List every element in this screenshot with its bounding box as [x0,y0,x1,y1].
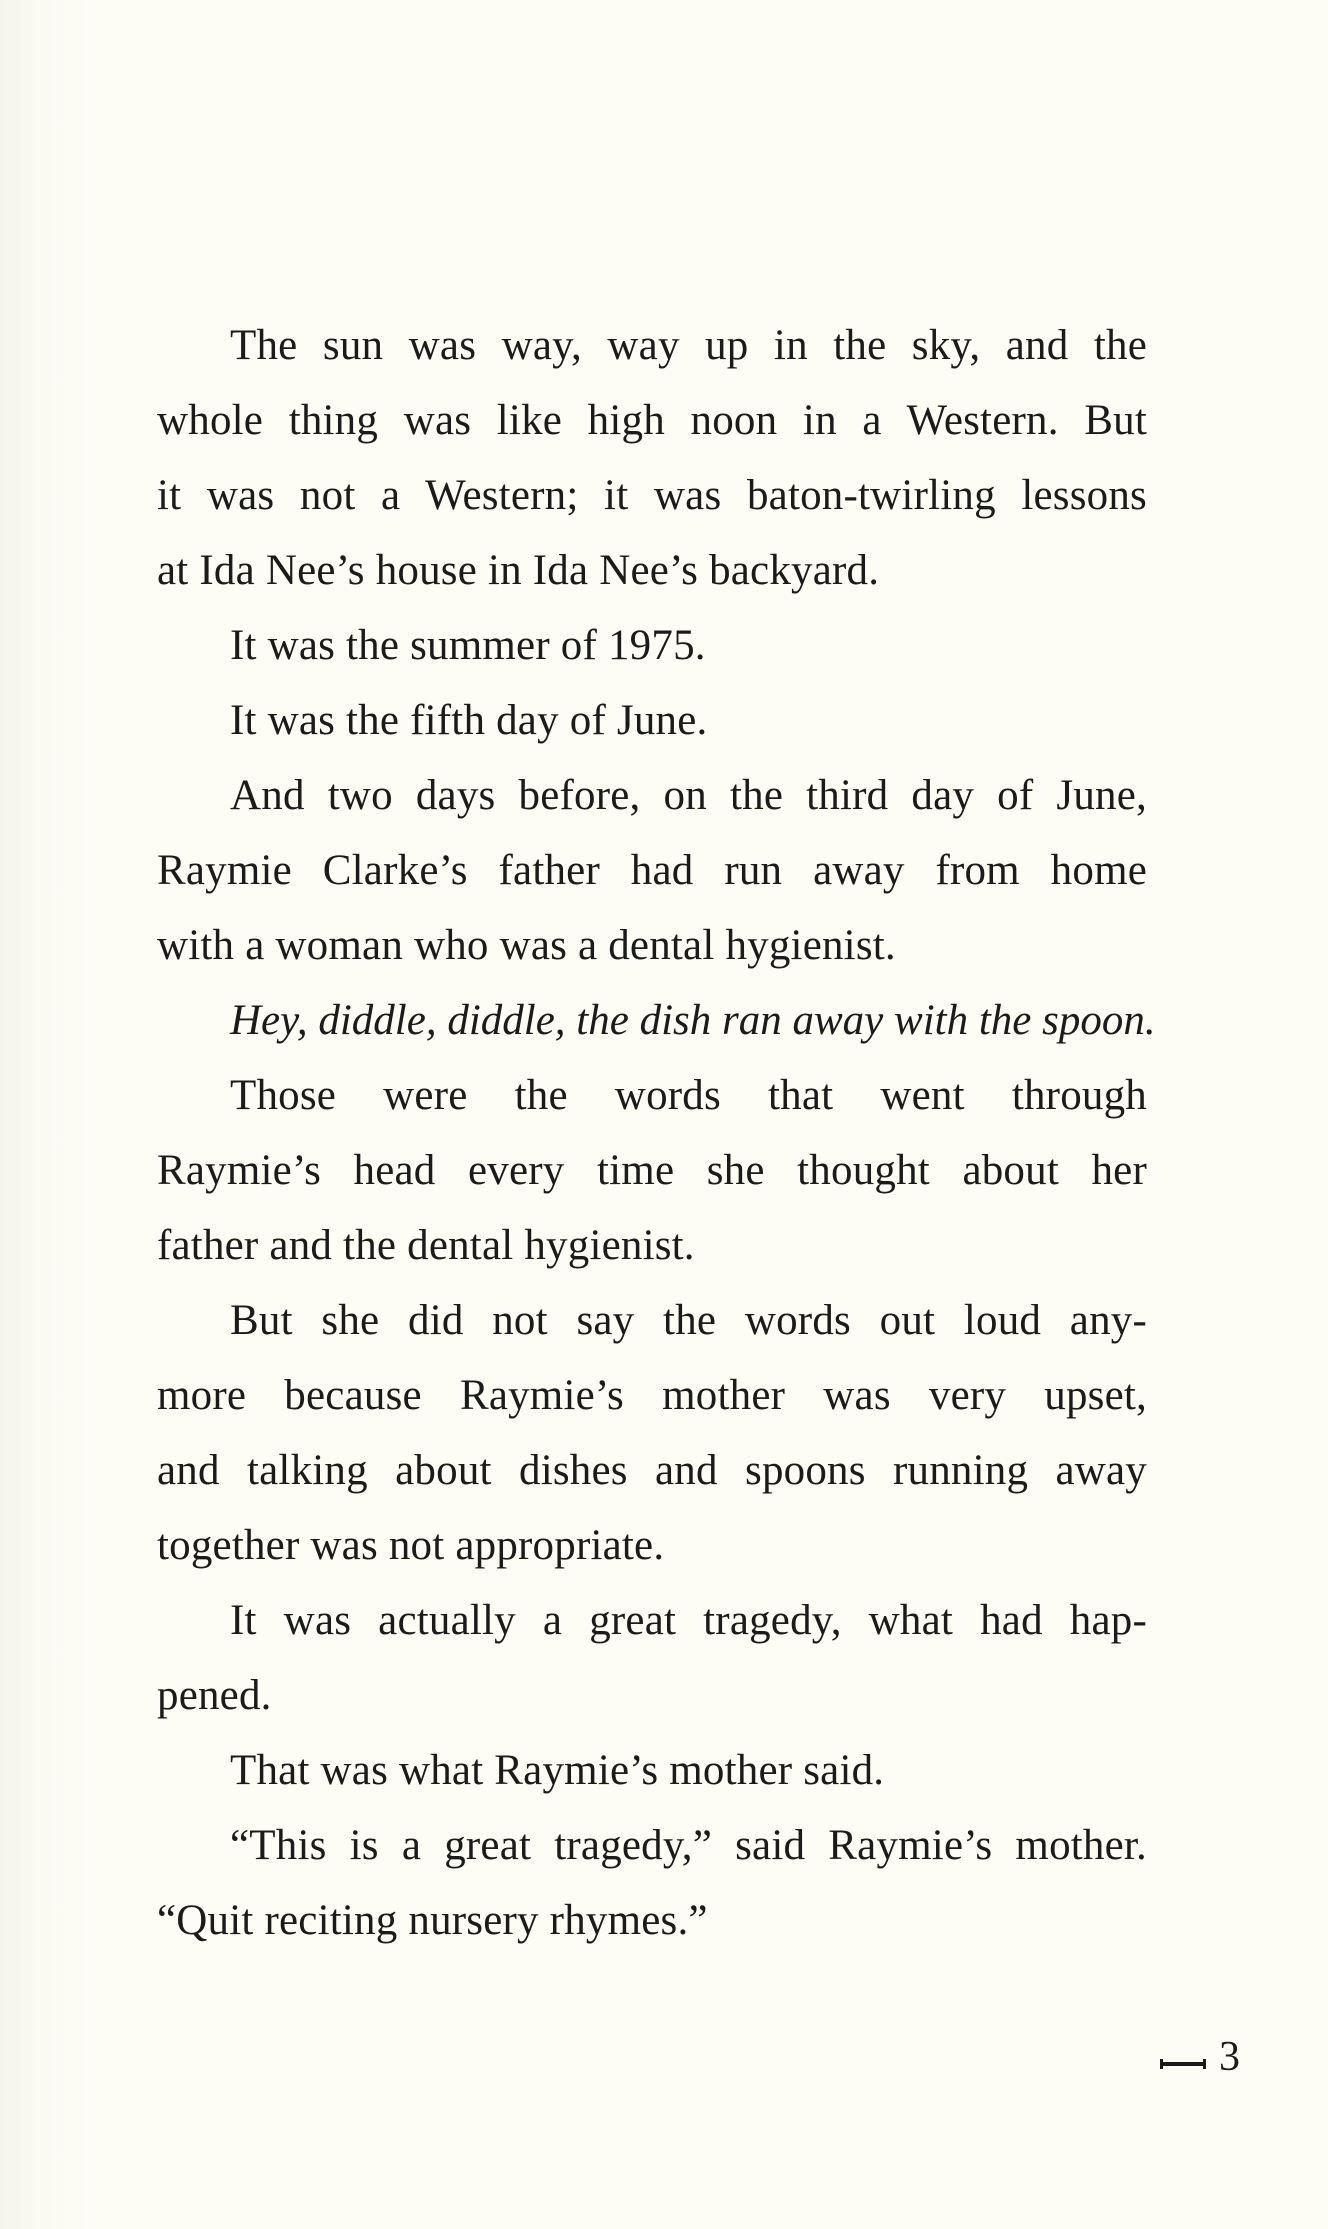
text-line: And two days before, on the third day of June, [230,772,1147,819]
text-line: But she did not say the words out loud any- [230,1297,1147,1344]
text-line: whole thing was like high noon in a Western. But [157,397,1147,444]
text-line: It was the summer of 1975. [230,622,706,669]
paragraph [157,1733,1147,1808]
text-line: Raymie’s head every time she thought about her [157,1147,1147,1194]
text-line-italic: Hey, diddle, diddle, the dish ran away with the spoon. [230,997,1156,1044]
paragraph [157,683,1147,758]
paragraph [157,1583,1147,1733]
paragraph [157,758,1147,983]
text-line: together was not appropriate. [157,1522,665,1569]
paragraph [157,608,1147,683]
text-line: The sun was way, way up in the sky, and the [230,322,1147,369]
page-number [1160,2036,1240,2078]
text-line: It was the fifth day of June. [230,697,708,744]
text-line: it was not a Western; it was baton-twirling lessons [157,472,1147,519]
page-number-value: 3 [1219,2034,1240,2080]
paragraph-nursery-rhyme [157,983,1156,1058]
paragraph [157,308,1147,608]
text-line: It was actually a great tragedy, what had hap- [230,1597,1147,1644]
paragraph [157,1283,1147,1583]
text-line: Those were the words that went through [230,1072,1147,1119]
text-line: pened. [157,1672,272,1719]
text-line: with a woman who was a dental hygienist. [157,922,896,969]
paragraph [157,1808,1147,1958]
text-line: and talking about dishes and spoons running away [157,1447,1147,1494]
text-line: at Ida Nee’s house in Ida Nee’s backyard. [157,547,880,594]
text-line: Raymie Clarke’s father had run away from home [157,847,1147,894]
text-line: father and the dental hygienist. [157,1222,695,1269]
text-line: “This is a great tragedy,” said Raymie’s mother. [230,1822,1147,1869]
paragraph [157,1058,1147,1283]
body-text [157,308,1156,1958]
text-line: “Quit reciting nursery rhymes.” [157,1897,708,1944]
folio-dash-icon [1160,2059,1206,2069]
text-line: That was what Raymie’s mother said. [230,1747,885,1794]
text-line: more because Raymie’s mother was very upset, [157,1372,1147,1419]
